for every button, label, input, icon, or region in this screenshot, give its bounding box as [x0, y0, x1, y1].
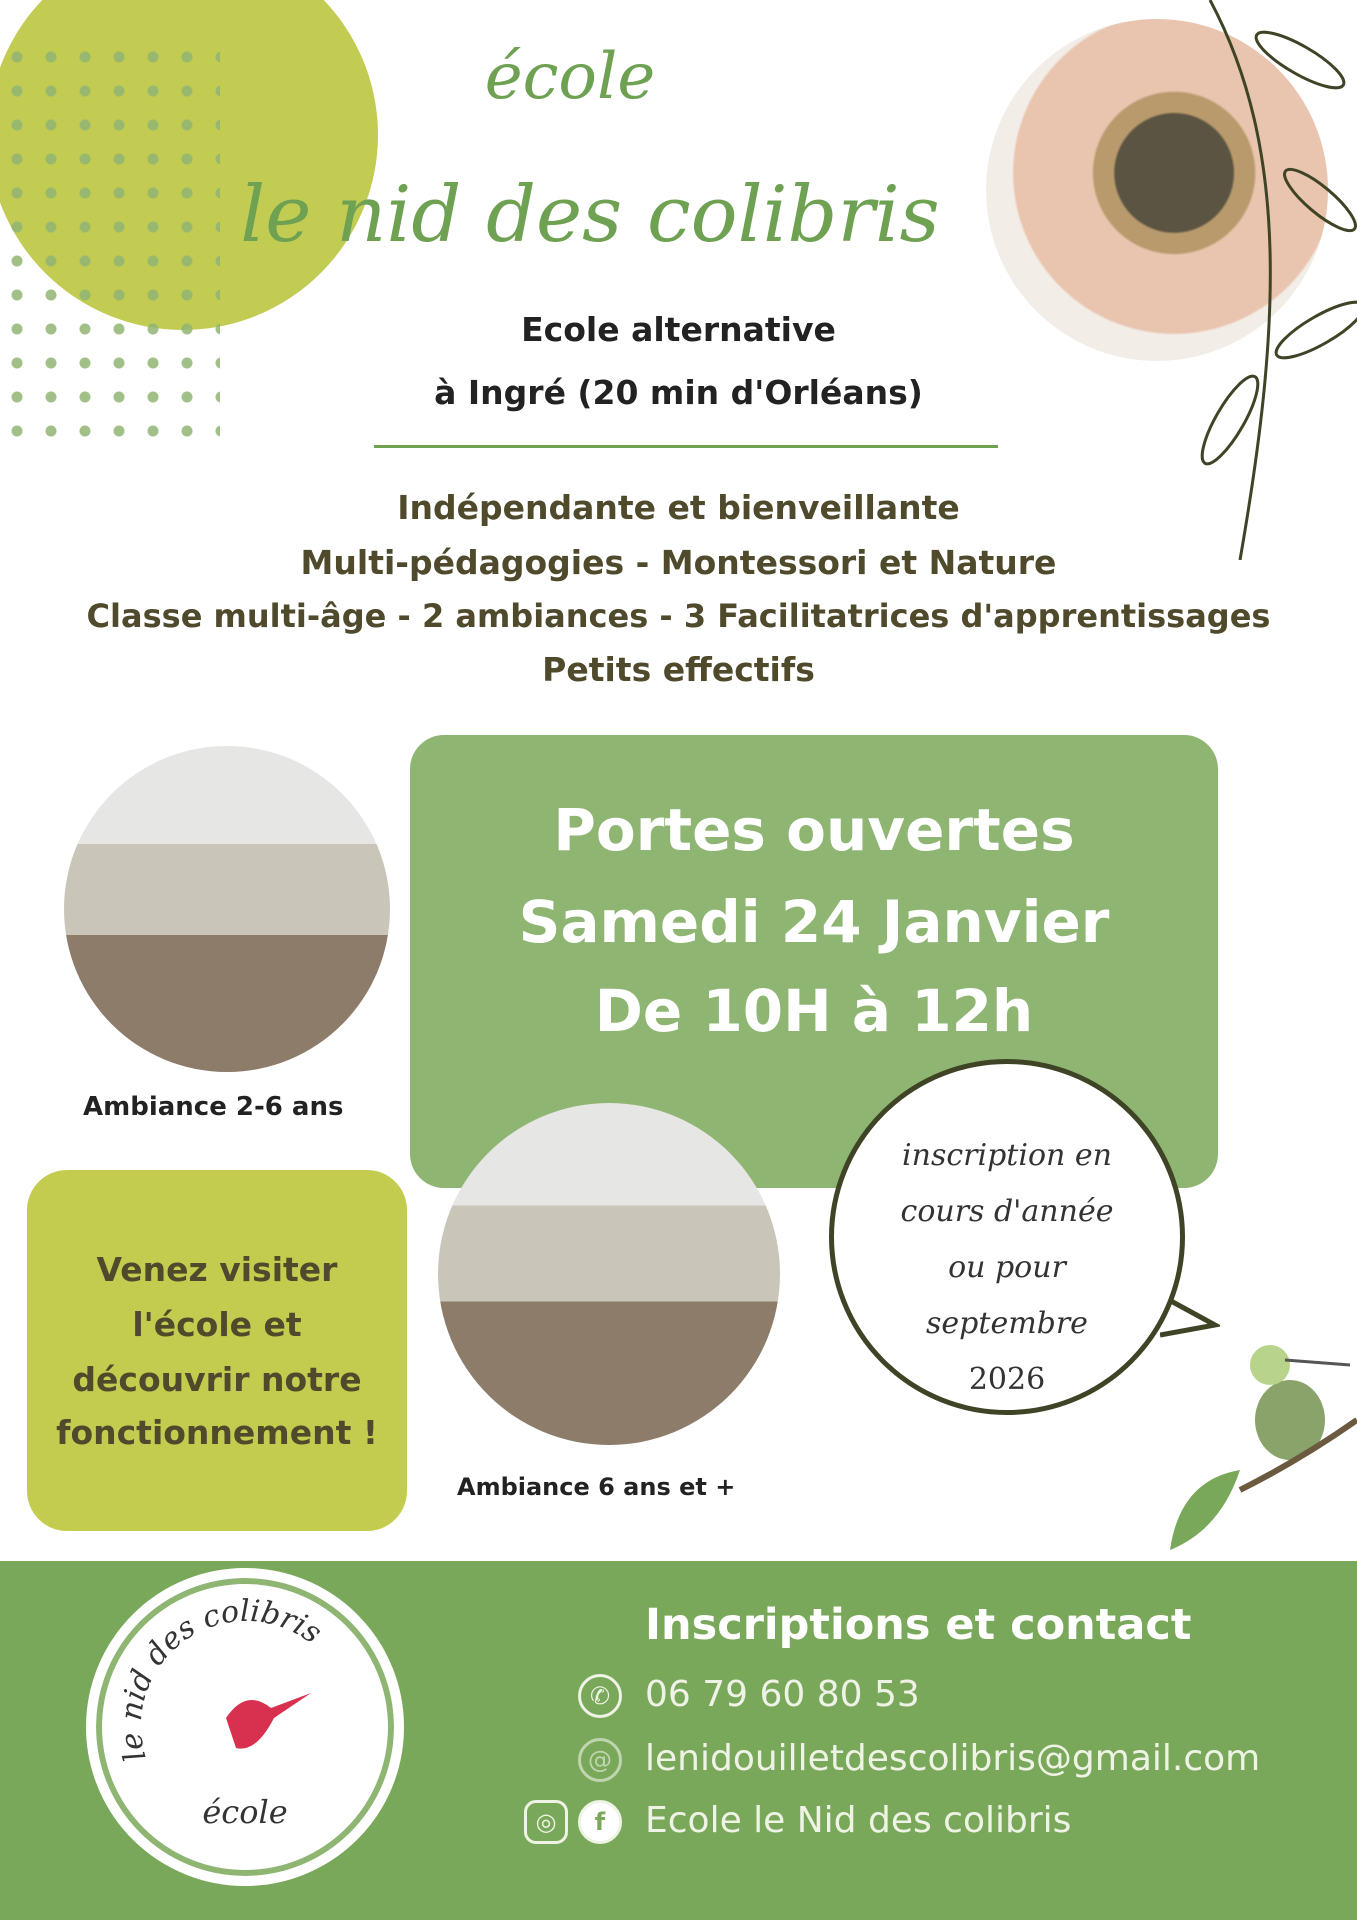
open-house-date: Samedi 24 Janvier [518, 888, 1110, 956]
at-icon: @ [578, 1738, 622, 1782]
visit-box [27, 1170, 407, 1531]
subtitle-line2: à Ingré (20 min d'Orléans) [434, 373, 923, 412]
bubble-text: inscription en [902, 1138, 1112, 1173]
bubble-text: ou pour [948, 1250, 1066, 1285]
svg-text:le nid des colibris: le nid des colibris [113, 1593, 329, 1766]
visit-text: Venez visiter [96, 1250, 338, 1289]
visit-text: découvrir notre [72, 1360, 362, 1399]
email-link[interactable]: lenidouilletdescolibris@gmail.com [645, 1738, 1261, 1779]
hummingbird-nest-icon [1150, 1310, 1357, 1560]
bubble-text: cours d'année [900, 1194, 1114, 1229]
facebook-icon[interactable]: f [578, 1800, 622, 1844]
phone-icon: ✆ [578, 1674, 622, 1718]
bubble-text: 2026 [968, 1362, 1046, 1397]
visit-text: l'école et [132, 1305, 302, 1344]
feature-item: Classe multi-âge - 2 ambiances - 3 Facilitatrices d'apprentissages [86, 597, 1271, 635]
ambiance-label: Ambiance 6 ans et + [457, 1473, 736, 1501]
phone-number[interactable]: 06 79 60 80 53 [645, 1674, 920, 1715]
leaf-branch-icon [1170, 0, 1357, 560]
open-house-title: Portes ouvertes [553, 796, 1075, 864]
classroom-photo-6-plus [438, 1103, 780, 1445]
visit-text: fonctionnement ! [56, 1413, 378, 1452]
subtitle-line1: Ecole alternative [521, 310, 836, 349]
svg-text:école: école [202, 1793, 288, 1831]
school-logo [86, 1568, 404, 1886]
classroom-photo-2-6 [64, 746, 390, 1072]
open-house-time: De 10H à 12h [594, 977, 1034, 1045]
ambiance-label: Ambiance 2-6 ans [83, 1092, 344, 1122]
title-school-name: le nid des colibris [240, 170, 940, 260]
bubble-text: septembre [926, 1306, 1088, 1341]
divider [374, 445, 998, 448]
feature-item: Multi-pédagogies - Montessori et Nature [300, 543, 1057, 582]
contact-heading: Inscriptions et contact [645, 1600, 1192, 1650]
feature-item: Petits effectifs [542, 650, 815, 689]
feature-item: Indépendante et bienveillante [397, 488, 960, 527]
social-link[interactable]: Ecole le Nid des colibris [645, 1800, 1072, 1841]
title-ecole: école [484, 40, 656, 114]
instagram-icon[interactable]: ◎ [524, 1800, 568, 1844]
